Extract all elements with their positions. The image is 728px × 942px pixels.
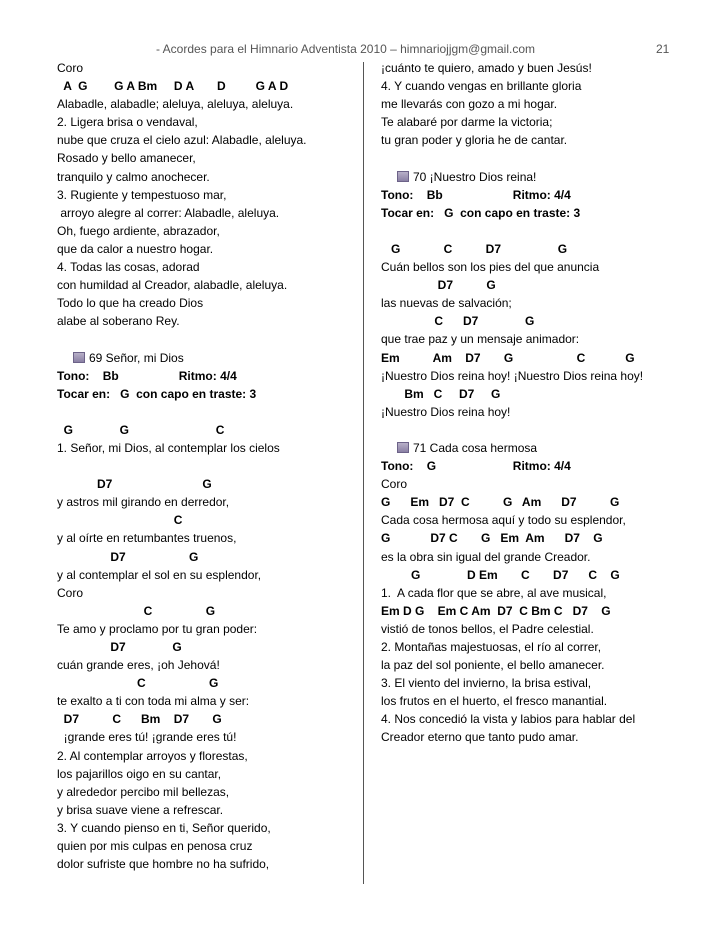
lyric-line: me llevarás con gozo a mi hogar. <box>381 97 558 112</box>
lyric-line: dolor sufriste que hombre no ha sufrido, <box>57 857 270 872</box>
lyric-line: 2. Montañas majestuosas, el río al correr, <box>381 640 602 654</box>
lyric-line: la paz del sol poniente, el bello amanecer. <box>381 658 605 673</box>
lyric-line: es la obra sin igual del grande Creador. <box>381 549 591 564</box>
lyric-line: 2. Ligera brisa o vendaval, <box>57 115 198 130</box>
hymn-title <box>57 349 357 367</box>
lyric-line: 1. A cada flor que se abre, al ave musical, <box>381 585 607 600</box>
lyric-line: ¡grande eres tú! ¡grande eres tú! <box>57 730 237 745</box>
lyric-line: con humildad al Creador, alabadle, aleluya. <box>57 278 288 293</box>
header-title: - Acordes para el Himnario Adventista 2010 – himnariojjgm@gmail.com <box>156 42 536 56</box>
hymn-info-line: Tono: G Ritmo: 4/4 <box>381 459 571 474</box>
chord-line: D7 G <box>57 640 182 654</box>
lyric-line: que trae paz y un mensaje animador: <box>381 332 580 347</box>
lyric-line: Coro <box>57 585 84 600</box>
chord-line: C D7 G <box>381 314 535 329</box>
chord-line: Em D G Em C Am D7 C Bm C D7 G <box>381 603 611 618</box>
right-column <box>381 59 681 747</box>
column-divider <box>363 62 364 884</box>
lyric-line: alabe al soberano Rey. <box>57 314 180 329</box>
lyric-line: vistió de tonos bellos, el Padre celestial. <box>381 621 594 636</box>
lyric-line: Te amo y proclamo por tu gran poder: <box>57 621 258 636</box>
lyric-line: quien por mis culpas en penosa cruz <box>57 839 253 854</box>
lyric-line: 4. Todas las cosas, adorad <box>57 260 200 275</box>
lyric-line: tranquilo y calmo anochecer. <box>57 169 210 184</box>
lyric-line: Te alabaré por darme la victoria; <box>381 115 553 130</box>
chord-line: G D7 C G Em Am D7 G <box>381 531 603 546</box>
lyric-line: nube que cruza el cielo azul: Alabadle, aleluya. <box>57 133 307 148</box>
hymn-marker-icon <box>73 352 85 363</box>
chord-line: C G <box>57 676 219 691</box>
lyric-line: tu gran poder y gloria he de cantar. <box>381 133 568 148</box>
lyric-line: ¡cuánto te quiero, amado y buen Jesús! <box>381 61 592 75</box>
lyric-line: 3. Y cuando pienso en ti, Señor querido, <box>57 820 271 835</box>
lyric-line: las nuevas de salvación; <box>381 296 512 311</box>
blank-line <box>381 149 681 167</box>
blank-line <box>381 421 681 439</box>
lyric-line: y alrededor percibo mil bellezas, <box>57 784 230 799</box>
chord-line: Em Am D7 G C G <box>381 350 635 365</box>
lyric-line: 2. Al contemplar arroyos y florestas, <box>57 748 248 763</box>
page-number: 21 <box>656 42 670 56</box>
lyric-line: Cuán bellos son los pies del que anuncia <box>381 260 600 275</box>
lyric-line: 3. El viento del invierno, la brisa estival, <box>381 676 592 691</box>
hymn-marker-icon <box>397 442 409 453</box>
hymn-title <box>381 439 681 457</box>
lyric-line: y al contemplar el sol en su esplendor, <box>57 567 262 582</box>
hymn-marker-icon <box>397 171 409 182</box>
chord-line: Bm C D7 G <box>381 386 501 401</box>
hymn-title-text: 71 Cada cosa hermosa <box>413 440 538 455</box>
chord-line: D7 G <box>57 549 199 564</box>
left-column <box>57 59 357 873</box>
chord-line: D7 G <box>381 278 496 293</box>
lyric-line: los frutos en el huerto, el fresco manantial. <box>381 694 608 709</box>
lyric-line: 4. Nos concedió la vista y labios para hablar del <box>381 712 636 727</box>
chord-line: G D Em C D7 C G <box>381 567 620 582</box>
chord-line: D7 C Bm D7 G <box>57 712 222 727</box>
chord-line: C <box>57 513 183 528</box>
lyric-line: ¡Nuestro Dios reina hoy! ¡Nuestro Dios reina hoy! <box>381 368 644 383</box>
lyric-line: 3. Rugiente y tempestuoso mar, <box>57 187 227 202</box>
chord-line: G C D7 G <box>381 241 568 256</box>
lyric-line: Creador eterno que tanto pudo amar. <box>381 730 579 745</box>
lyric-line: cuán grande eres, ¡oh Jehová! <box>57 658 220 673</box>
chord-line: C G <box>57 603 216 618</box>
hymn-info-line: Tocar en: G con capo en traste: 3 <box>57 386 257 401</box>
lyric-line: Coro <box>381 477 408 492</box>
lyric-line: y astros mil girando en derredor, <box>57 495 230 510</box>
chord-line: G Em D7 C G Am D7 G <box>381 495 620 510</box>
hymn-title <box>381 168 681 186</box>
hymn-info-line: Tono: Bb Ritmo: 4/4 <box>381 187 571 202</box>
blank-line <box>57 457 357 475</box>
blank-line <box>381 222 681 240</box>
lyric-line: que da calor a nuestro hogar. <box>57 241 214 256</box>
hymn-title-text: 69 Señor, mi Dios <box>89 350 184 365</box>
lyric-line: y al oírte en retumbantes truenos, <box>57 531 237 546</box>
chord-line: D7 G <box>57 477 212 492</box>
lyric-line: y brisa suave viene a refrescar. <box>57 802 224 817</box>
lyric-line: Coro <box>57 61 84 75</box>
lyric-line: Oh, fuego ardiente, abrazador, <box>57 223 220 238</box>
lyric-line: 1. Señor, mi Dios, al contemplar los cielos <box>57 440 280 455</box>
hymn-title-text: 70 ¡Nuestro Dios reina! <box>413 169 537 184</box>
lyric-line: te exalto a ti con toda mi alma y ser: <box>57 694 250 709</box>
hymn-info-line: Tocar en: G con capo en traste: 3 <box>381 205 581 220</box>
page-header <box>0 42 728 58</box>
lyric-line: Rosado y bello amanecer, <box>57 151 196 166</box>
chord-line: G G C <box>57 422 225 437</box>
lyric-line: Cada cosa hermosa aquí y todo su esplendor, <box>381 513 626 528</box>
blank-line <box>57 403 357 421</box>
chord-line: A G G A Bm D A D G A D <box>57 79 289 94</box>
lyric-line: 4. Y cuando vengas en brillante gloria <box>381 79 582 94</box>
blank-line <box>57 330 357 348</box>
lyric-line: arroyo alegre al correr: Alabadle, aleluya. <box>57 205 280 220</box>
lyric-line: ¡Nuestro Dios reina hoy! <box>381 404 511 419</box>
lyric-line: Todo lo que ha creado Dios <box>57 296 204 311</box>
hymn-info-line: Tono: Bb Ritmo: 4/4 <box>57 368 237 383</box>
lyric-line: Alabadle, alabadle; aleluya, aleluya, aleluya. <box>57 97 294 112</box>
lyric-line: los pajarillos oigo en su cantar, <box>57 766 222 781</box>
